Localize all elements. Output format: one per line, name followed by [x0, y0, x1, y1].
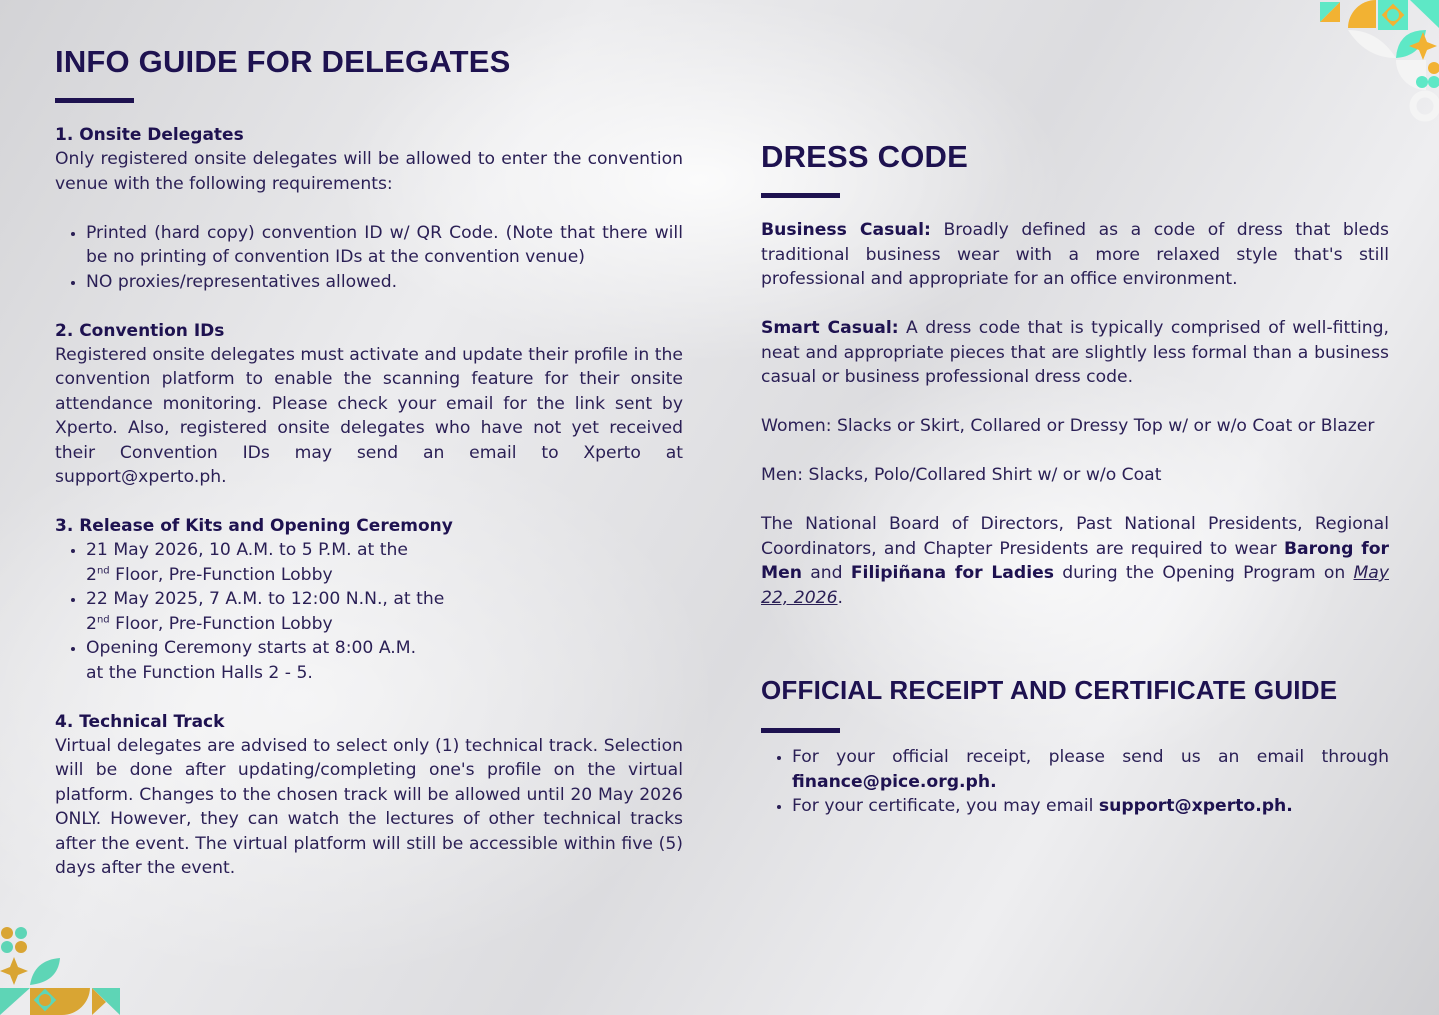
section-heading: 4. Technical Track	[55, 711, 225, 732]
section-convention-ids	[55, 319, 683, 490]
dress-code-title: DRESS CODE	[761, 139, 968, 174]
geometric-pattern-top-right	[1318, 0, 1439, 125]
business-casual-text: Broadly defined as a code of dress that bleds traditional business wear with a more relaxed style that's still professional and appropriate for an office environment.	[761, 220, 1389, 289]
ordinal-suffix: nd	[96, 613, 110, 625]
period: .	[837, 587, 844, 608]
conjunction: and	[802, 563, 851, 583]
support-email: support@xperto.ph.	[1098, 796, 1293, 816]
section-intro: Only registered onsite delegates will be allowed to enter the convention venue with the following requirements:	[55, 149, 683, 194]
info-guide-title: INFO GUIDE FOR DELEGATES	[55, 44, 511, 79]
women-dress-code: Women: Slacks or Skirt, Collared or Dressy Top w/ or w/o Coat or Blazer	[761, 416, 1375, 436]
title-underline	[761, 193, 840, 198]
requirements-list	[55, 221, 683, 295]
business-casual-label: Business Casual:	[761, 220, 931, 240]
opening-program-date: May 22, 2026	[761, 563, 1390, 608]
smart-casual-label: Smart Casual:	[761, 318, 899, 338]
list-item	[86, 538, 683, 587]
list-item	[86, 636, 683, 685]
barong-label: Barong for Men	[761, 538, 1389, 583]
floor-number: 2	[86, 564, 97, 585]
officers-dress-code	[761, 512, 1389, 610]
section-body: Virtual delegates are advised to select only (1) technical track. Selection will be done after updating/completing one's profile on the virtual platform. Changes to the chosen track will be allowed until 20 May 2026 ONLY. However, they can watch the lectures of other technical tracks after the event. The virtual platform will still be accessible within five (5) days after the event.	[55, 735, 683, 878]
geometric-pattern-bottom-left	[0, 920, 125, 1015]
section-heading: 1. Onsite Delegates	[55, 125, 244, 145]
schedule-line: 21 May 2026, 10 A.M. to 5 P.M. at the	[86, 540, 408, 560]
floor-number: 2	[86, 613, 97, 634]
receipt-text: For your official receipt, please send us an email through	[792, 747, 1389, 767]
schedule-line: 22 May 2025, 7 A.M. to 12:00 N.N., at the	[86, 589, 445, 609]
section-onsite-delegates	[55, 123, 683, 294]
dress-code-column	[761, 135, 1389, 819]
officers-text: The National Board of Directors, Past National Presidents, Regional Coordinators, and Chapter Presidents are required to wear	[761, 514, 1389, 559]
floor-location: Floor, Pre-Function Lobby	[109, 564, 333, 585]
section-release-of-kits	[55, 514, 683, 685]
section-heading: 3. Release of Kits and Opening Ceremony	[55, 516, 453, 536]
section-technical-track	[55, 710, 683, 881]
list-item	[792, 794, 1389, 819]
filipiniana-label: Filipiñana for Ladies	[850, 563, 1054, 583]
list-item: • NO proxies/representatives allowed.	[86, 270, 683, 295]
business-casual-paragraph	[761, 218, 1389, 292]
receipt-list	[761, 745, 1389, 819]
info-guide-column	[55, 40, 683, 881]
list-item: • Printed (hard copy) convention ID w/ QR Code. (Note that there will be no printing of convention IDs at the convention venue)	[86, 221, 683, 270]
schedule-list	[55, 538, 683, 685]
ordinal-suffix: nd	[96, 564, 110, 576]
certificate-text: For your certificate, you may email	[792, 796, 1099, 816]
section-heading: 2. Convention IDs	[55, 320, 225, 341]
receipt-guide-title: OFFICIAL RECEIPT AND CERTIFICATE GUIDE	[761, 675, 1338, 705]
finance-email: finance@pice.org.ph.	[792, 771, 997, 792]
officers-text: during the Opening Program on	[1054, 563, 1354, 583]
title-underline	[761, 728, 840, 733]
section-body: Registered onsite delegates must activate and update their profile in the convention platform to enable the scanning feature for their onsite attendance monitoring. Please check your email for the link sent by Xperto. Also, registered onsite delegates who have not yet received their Convention IDs may send an email to Xperto at support@xperto.ph.	[55, 344, 683, 487]
floor-location: Floor, Pre-Function Lobby	[109, 613, 333, 634]
list-item	[792, 745, 1389, 794]
smart-casual-text: A dress code that is typically comprised of well-fitting, neat and appropriate pieces that are slightly less formal than a business casual or business professional dress code.	[761, 318, 1389, 387]
smart-casual-paragraph	[761, 316, 1389, 390]
list-item	[86, 587, 683, 636]
schedule-location: at the Function Halls 2 - 5.	[86, 662, 313, 683]
title-underline	[55, 98, 134, 103]
men-dress-code: Men: Slacks, Polo/Collared Shirt w/ or w/o Coat	[761, 465, 1162, 485]
schedule-line: Opening Ceremony starts at 8:00 A.M.	[86, 638, 417, 658]
